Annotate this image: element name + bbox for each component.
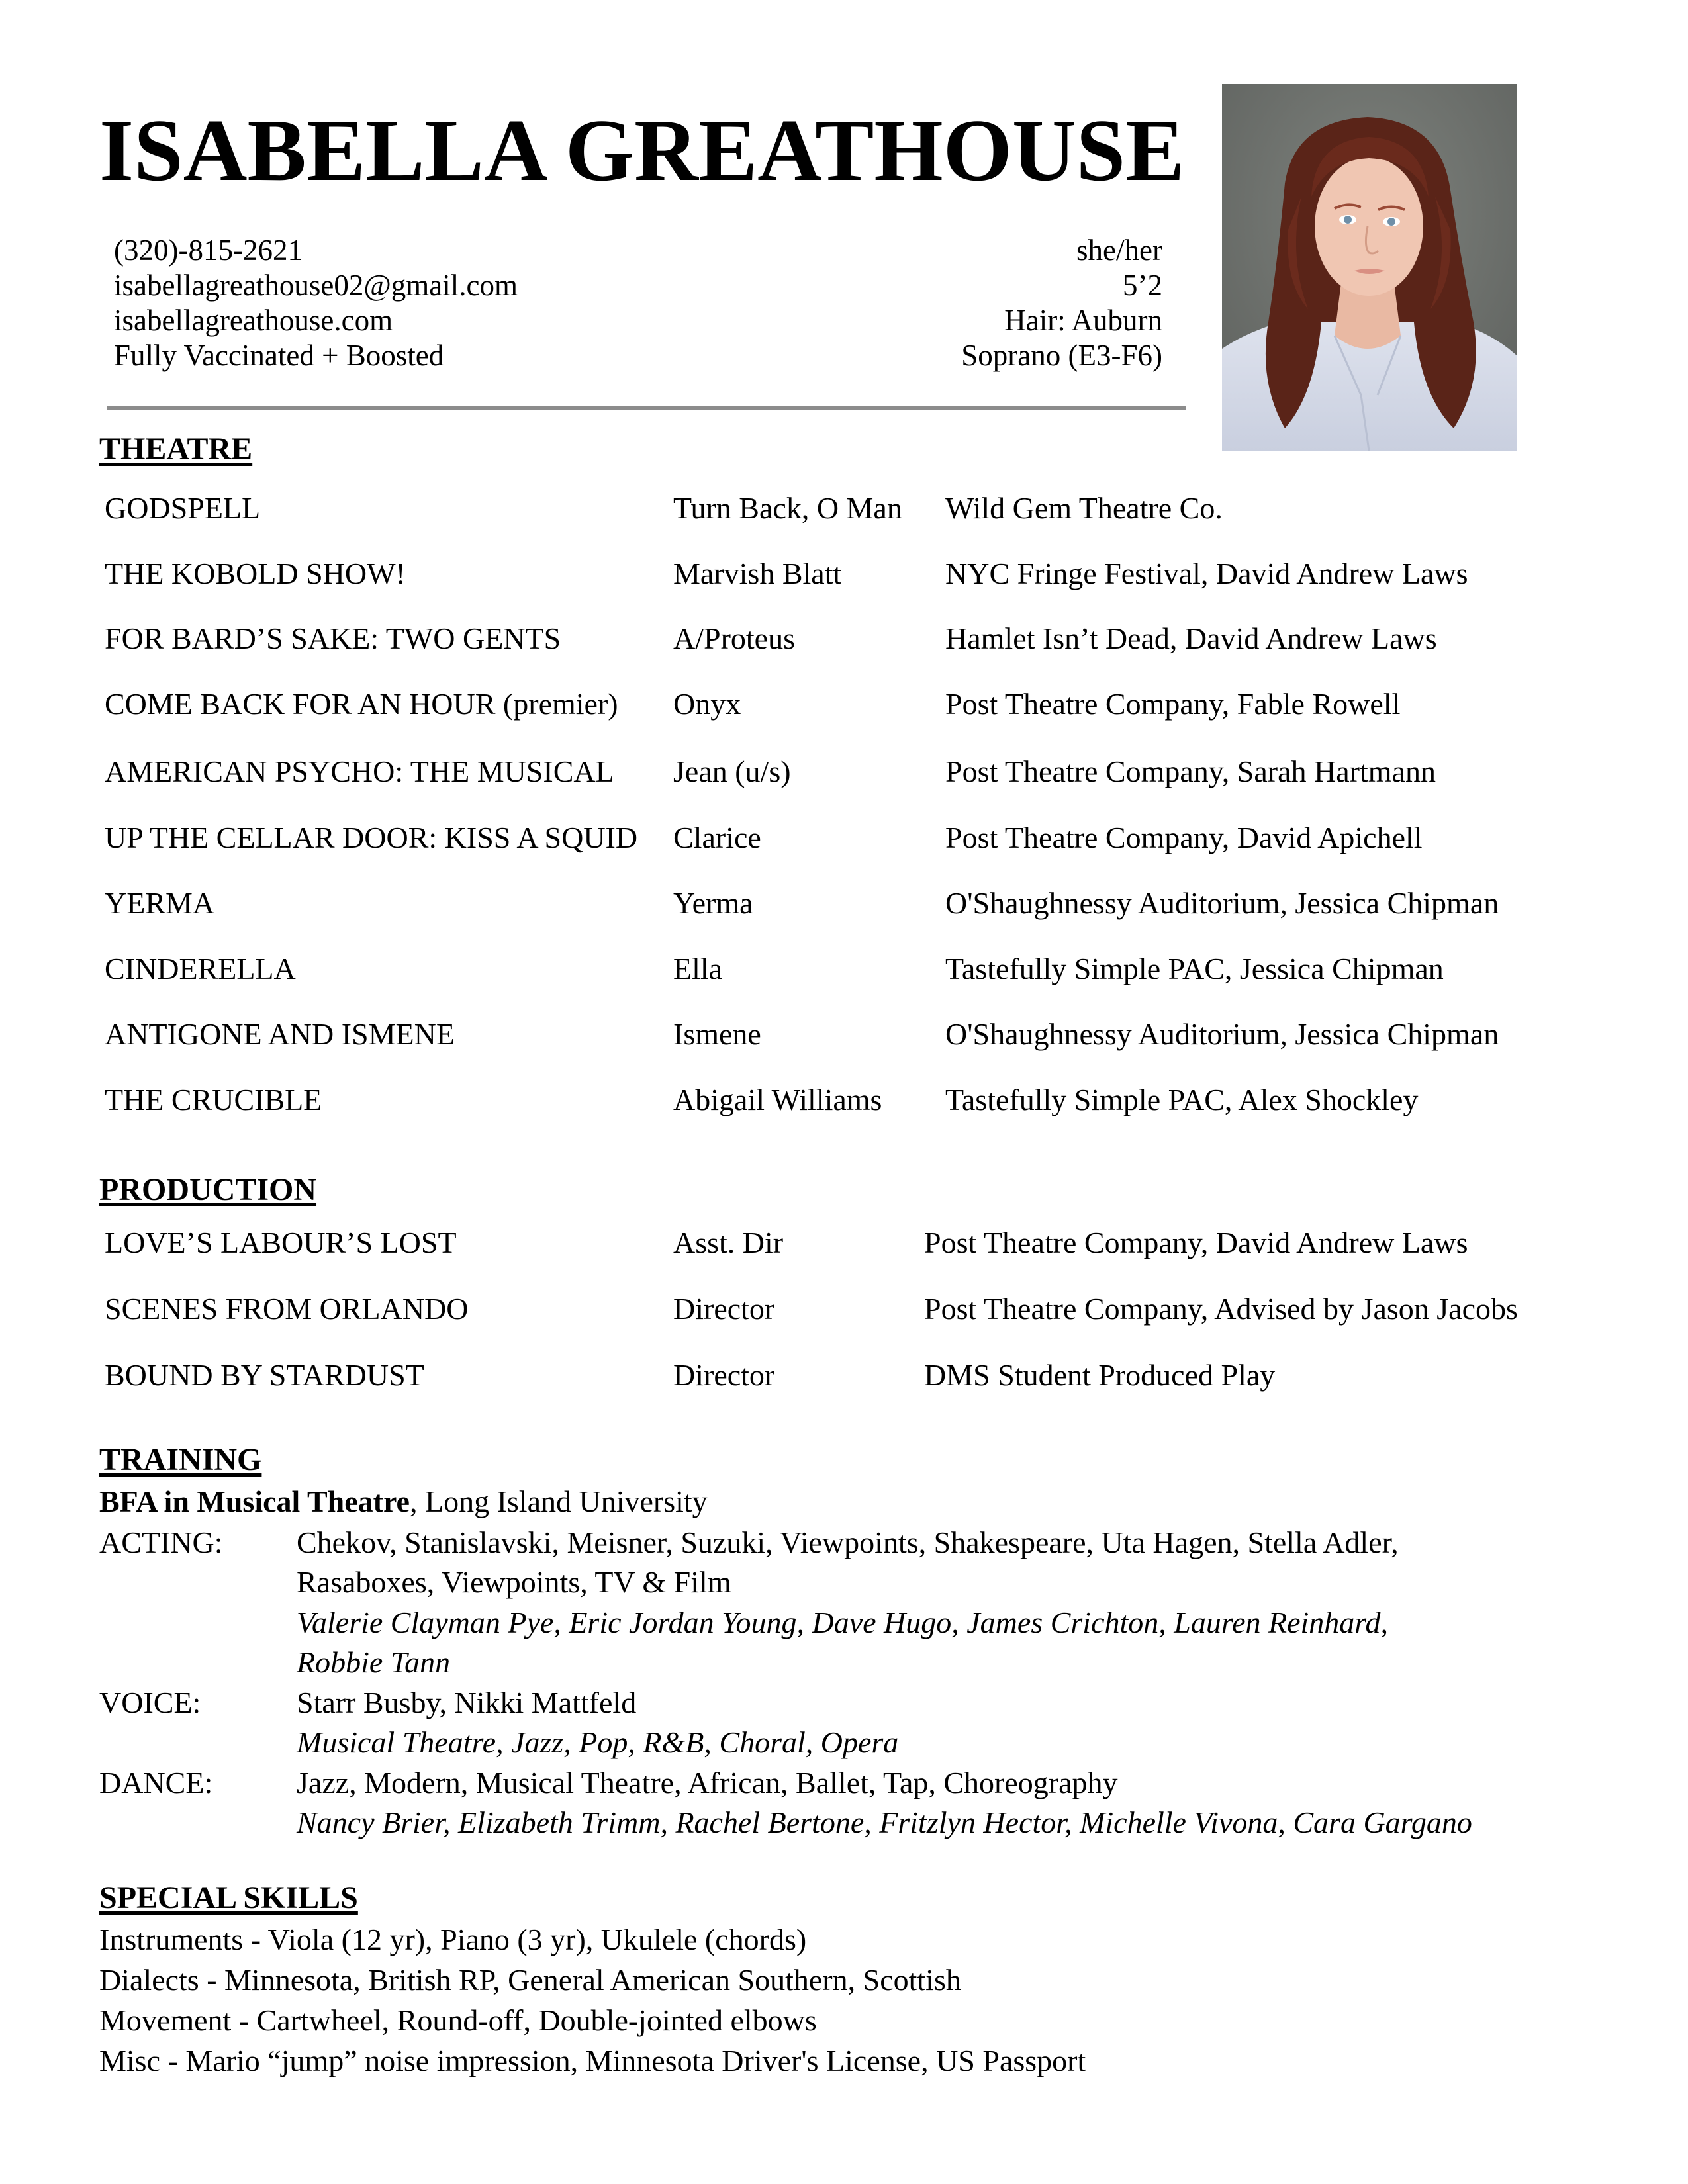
- height: 5’2: [1123, 269, 1162, 302]
- show-title: CINDERELLA: [105, 952, 296, 985]
- show-title: COME BACK FOR AN HOUR (premier): [105, 687, 618, 721]
- venue-director: Post Theatre Company, David Andrew Laws: [924, 1226, 1468, 1259]
- vocal-range: Soprano (E3-F6): [961, 339, 1162, 372]
- acting-techniques: Chekov, Stanislavski, Meisner, Suzuki, Viewpoints, Shakespeare, Uta Hagen, Stella Adler,: [297, 1525, 1399, 1559]
- headshot-photo: [1222, 84, 1517, 451]
- degree-line: [99, 1486, 708, 1517]
- acting-teachers-cont: Robbie Tann: [297, 1645, 451, 1679]
- training-label-acting: ACTING:: [99, 1525, 223, 1559]
- special-skills-heading: SPECIAL SKILLS: [99, 1880, 358, 1915]
- pronouns: she/her: [1076, 234, 1162, 267]
- headshot-image: [1222, 84, 1517, 451]
- degree-school: , Long Island University: [409, 1484, 708, 1518]
- voice-styles: Musical Theatre, Jazz, Pop, R&B, Choral, Opera: [297, 1725, 899, 1759]
- show-title: UP THE CELLAR DOOR: KISS A SQUID: [105, 821, 638, 854]
- contact-info: [114, 233, 518, 373]
- venue-director: Post Theatre Company, David Apichell: [945, 821, 1423, 854]
- role: Turn Back, O Man: [673, 491, 902, 525]
- venue-director: Wild Gem Theatre Co.: [945, 491, 1223, 525]
- show-title: BOUND BY STARDUST: [105, 1358, 424, 1392]
- dance-styles: Jazz, Modern, Musical Theatre, African, Ballet, Tap, Choreography: [297, 1766, 1118, 1799]
- venue-director: O'Shaughnessy Auditorium, Jessica Chipman: [945, 886, 1499, 920]
- role: Director: [673, 1292, 775, 1326]
- show-title: AMERICAN PSYCHO: THE MUSICAL: [105, 754, 614, 788]
- degree-name: BFA in Musical Theatre: [99, 1484, 410, 1518]
- role: Onyx: [673, 687, 741, 721]
- show-title: GODSPELL: [105, 491, 261, 525]
- role: Director: [673, 1358, 775, 1392]
- training-label-voice: VOICE:: [99, 1686, 201, 1719]
- role: A/Proteus: [673, 621, 795, 655]
- skill-misc: Misc - Mario “jump” noise impression, Minnesota Driver's License, US Passport: [99, 2044, 1086, 2077]
- show-title: SCENES FROM ORLANDO: [105, 1292, 469, 1326]
- role: Yerma: [673, 886, 753, 920]
- venue-director: O'Shaughnessy Auditorium, Jessica Chipman: [945, 1017, 1499, 1051]
- website: isabellagreathouse.com: [114, 304, 393, 337]
- show-title: LOVE’S LABOUR’S LOST: [105, 1226, 457, 1259]
- venue-director: DMS Student Produced Play: [924, 1358, 1276, 1392]
- venue-director: Post Theatre Company, Advised by Jason Jacobs: [924, 1292, 1518, 1326]
- acting-teachers: Valerie Clayman Pye, Eric Jordan Young, Dave Hugo, James Crichton, Lauren Reinhard,: [297, 1606, 1388, 1639]
- hair-color: Hair: Auburn: [1004, 304, 1162, 337]
- skill-dialects: Dialects - Minnesota, British RP, General American Southern, Scottish: [99, 1963, 961, 1997]
- role: Marvish Blatt: [673, 557, 842, 590]
- show-title: THE KOBOLD SHOW!: [105, 557, 406, 590]
- theatre-heading: THEATRE: [99, 432, 253, 467]
- role: Asst. Dir: [673, 1226, 784, 1259]
- training-label-dance: DANCE:: [99, 1766, 213, 1799]
- role: Ella: [673, 952, 723, 985]
- show-title: ANTIGONE AND ISMENE: [105, 1017, 455, 1051]
- show-title: YERMA: [105, 886, 215, 920]
- role: Abigail Williams: [673, 1083, 882, 1116]
- dance-teachers: Nancy Brier, Elizabeth Trimm, Rachel Bertone, Fritzlyn Hector, Michelle Vivona, Cara Gargano: [297, 1805, 1472, 1839]
- skill-movement: Movement - Cartwheel, Round-off, Double-jointed elbows: [99, 2003, 817, 2037]
- show-title: THE CRUCIBLE: [105, 1083, 322, 1116]
- personal-stats: [728, 233, 1162, 373]
- venue-director: NYC Fringe Festival, David Andrew Laws: [945, 557, 1468, 590]
- resume-name: ISABELLA GREATHOUSE: [99, 101, 1185, 199]
- skill-instruments: Instruments - Viola (12 yr), Piano (3 yr), Ukulele (chords): [99, 1923, 807, 1956]
- production-heading: PRODUCTION: [99, 1172, 317, 1207]
- vaccination-status: Fully Vaccinated + Boosted: [114, 339, 444, 372]
- header-divider: [107, 406, 1186, 410]
- venue-director: Tastefully Simple PAC, Alex Shockley: [945, 1083, 1419, 1116]
- venue-director: Post Theatre Company, Fable Rowell: [945, 687, 1401, 721]
- acting-techniques-cont: Rasaboxes, Viewpoints, TV & Film: [297, 1565, 731, 1599]
- venue-director: Post Theatre Company, Sarah Hartmann: [945, 754, 1436, 788]
- training-heading: TRAINING: [99, 1442, 262, 1477]
- venue-director: Tastefully Simple PAC, Jessica Chipman: [945, 952, 1444, 985]
- email-address: isabellagreathouse02@gmail.com: [114, 269, 518, 302]
- role: Jean (u/s): [673, 754, 791, 788]
- role: Clarice: [673, 821, 761, 854]
- role: Ismene: [673, 1017, 761, 1051]
- venue-director: Hamlet Isn’t Dead, David Andrew Laws: [945, 621, 1437, 655]
- show-title: FOR BARD’S SAKE: TWO GENTS: [105, 621, 561, 655]
- phone-number: (320)-815-2621: [114, 234, 303, 267]
- voice-teachers: Starr Busby, Nikki Mattfeld: [297, 1686, 637, 1719]
